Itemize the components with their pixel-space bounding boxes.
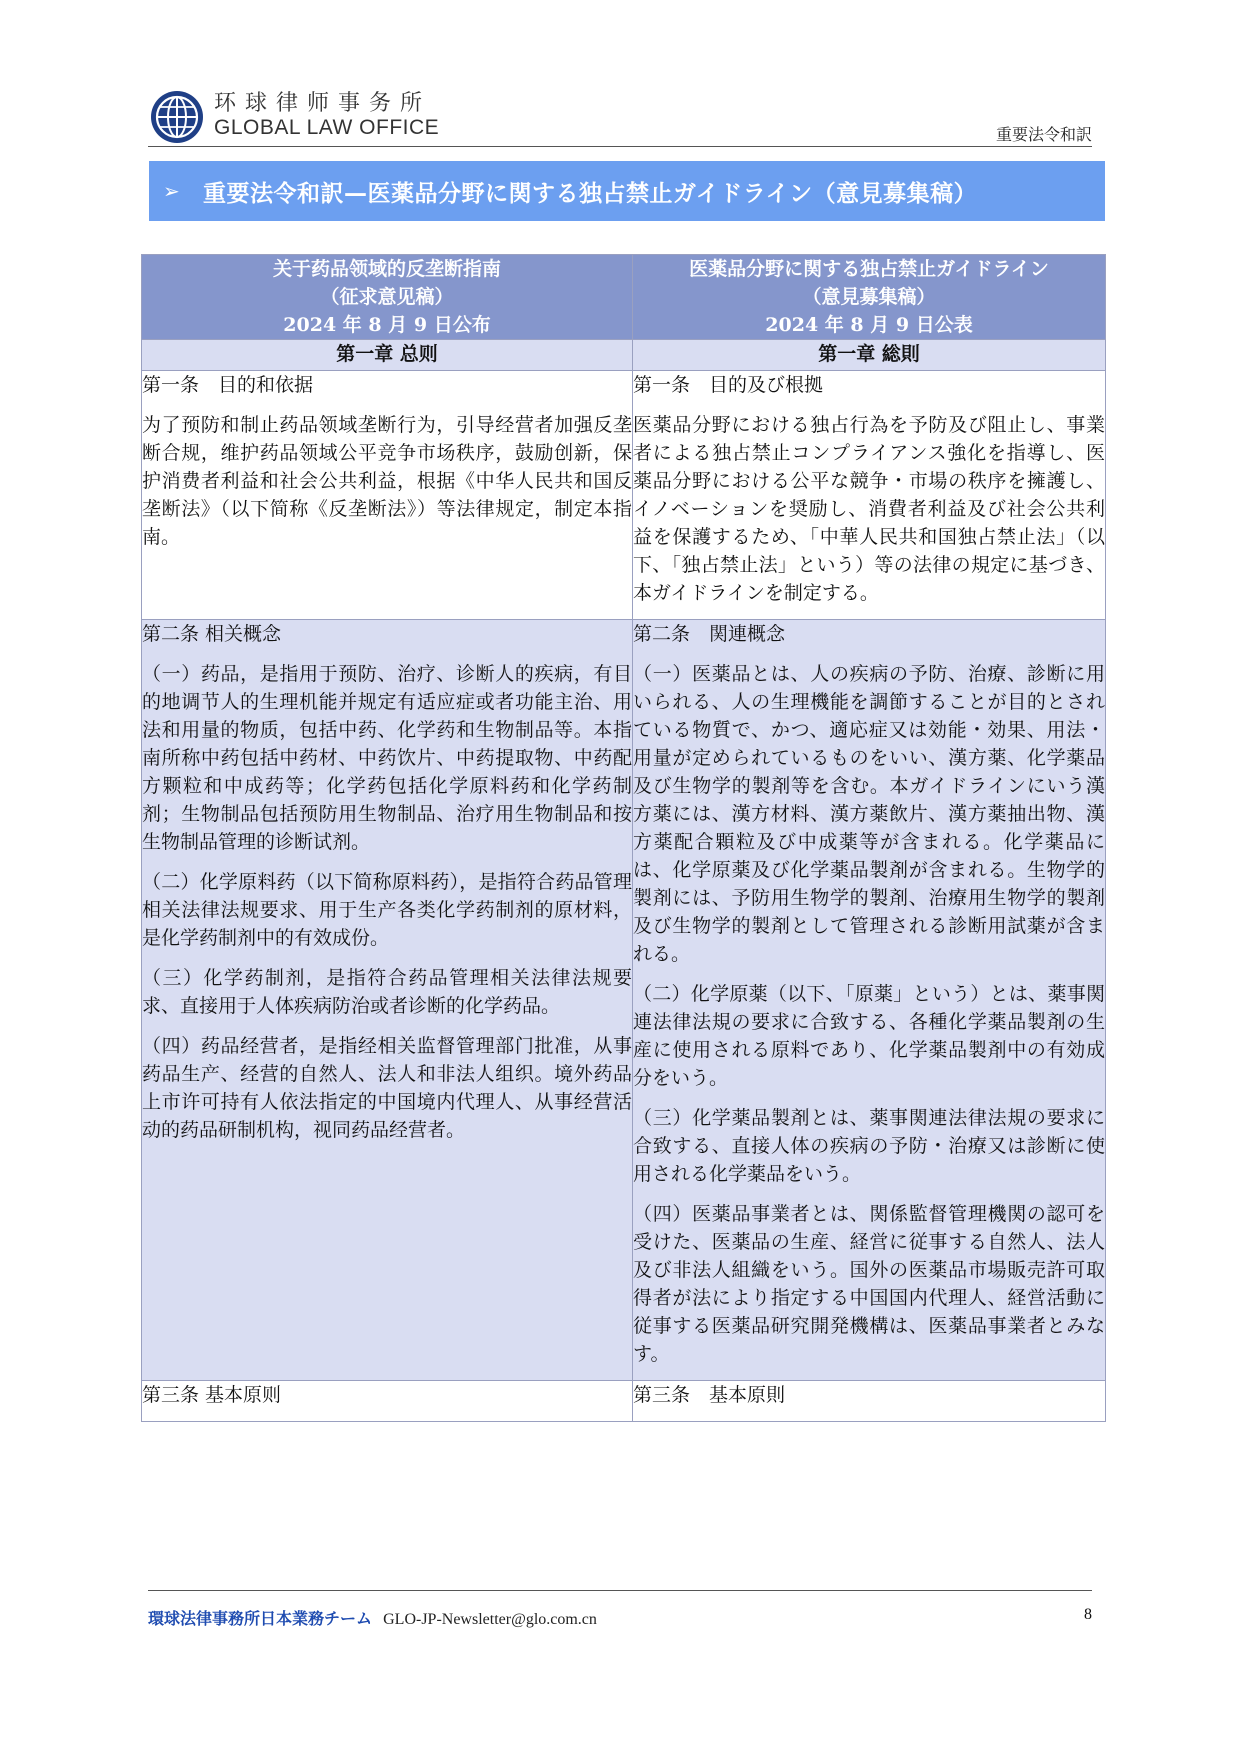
definition-item: （一）医薬品とは、人の疾病の予防、治療、診断に用いられる、人の生理機能を調節することが目的とされている物質で、かつ、適応症又は効能・効果、用法・用量が定められているものをいい、漢方薬、化学薬品及び生物学的製剤等を含む。本ガイドラインにいう漢方薬には、漢方材料、漢方薬飲片、漢方薬抽出物、漢方薬配合顆粒及び中成薬等が含まれる。化学薬品には、化学原薬及び化学薬品製剤が含まれる。生物学的製剤には、予防用生物学的製剤、治療用生物学的製剤及び生物学的製剤として管理される診断用試薬が含まれる。	[633, 663, 1105, 965]
chinese-subtitle: （征求意见稿）	[320, 286, 454, 308]
article-title: 第一条 目的和依据	[142, 374, 314, 396]
definition-item: （三）化学薬品製剤とは、薬事関連法律法規の要求に合致する、直接人体の疾病の予防・治療又は診断に使用される化学薬品をいう。	[633, 1107, 1105, 1185]
arrow-bullet-icon: ➢	[163, 179, 180, 203]
chinese-column-header	[142, 255, 633, 340]
article-1-row	[142, 371, 1106, 620]
japanese-title: 医薬品分野に関する独占禁止ガイドライン	[689, 258, 1049, 280]
banner-title: 重要法令和訳—医薬品分野に関する独占禁止ガイドライン（意見募集稿）	[203, 180, 978, 207]
firm-name-chinese: 环球律师事务所	[214, 91, 432, 116]
article-2-japanese	[633, 620, 1106, 1381]
article-paragraph: 医薬品分野における独占行為を予防及び阻止し、事業者による独占禁止コンプライアンス強化を指導し、医薬品分野における公平な競争・市場の秩序を擁護し、イノベーションを奨励し、消費者利益及び社会公共利益を保護するため、「中華人民共和国独占禁止法」（以下、「独占禁止法」という）等の法律の規定に基づき、本ガイドラインを制定する。	[633, 414, 1105, 604]
article-title: 第三条 基本原则	[142, 1384, 282, 1406]
article-1-chinese	[142, 371, 633, 620]
footer-contact	[148, 1606, 597, 1629]
article-title: 第二条 相关概念	[142, 623, 282, 645]
definition-item: （一）药品，是指用于预防、治疗、诊断人的疾病，有目的地调节人的生理机能并规定有适应症或者功能主治、用法和用量的物质，包括中药、化学药和生物制品等。本指南所称中药包括中药材、中药饮片、中药提取物、中药配方颗粒和中成药等；化学药包括化学原料药和化学药制剂；生物制品包括预防用生物制品、治疗用生物制品和按生物制品管理的诊断试剂。	[142, 663, 632, 853]
footer-email: GLO-JP-Newsletter@glo.com.cn	[383, 1611, 597, 1628]
definition-item: （三）化学药制剂，是指符合药品管理相关法律法规要求、直接用于人体疾病防治或者诊断的化学药品。	[142, 967, 632, 1017]
article-title: 第二条 関連概念	[633, 623, 786, 645]
chapter-row	[142, 340, 1106, 371]
globe-icon	[148, 88, 206, 146]
table-header-row	[142, 255, 1106, 340]
chapter-heading-chinese: 第一章 总则	[142, 340, 633, 371]
title-banner	[149, 161, 1105, 221]
chapter-heading-japanese: 第一章 総則	[633, 340, 1106, 371]
footer-divider	[148, 1590, 1092, 1591]
chinese-date: 2024 年 8 月 9 日公布	[283, 314, 491, 336]
header-divider	[148, 146, 1092, 147]
firm-name-english: GLOBAL LAW OFFICE	[214, 116, 440, 139]
article-3-row	[142, 1381, 1106, 1422]
article-paragraph: 为了预防和制止药品领域垄断行为，引导经营者加强反垄断合规，维护药品领域公平竞争市场秩序，鼓励创新，保护消费者利益和社会公共利益，根据《中华人民共和国反垄断法》（以下简称《反垄断法》）等法律规定，制定本指南。	[142, 414, 632, 548]
article-2-chinese	[142, 620, 633, 1381]
article-title: 第三条 基本原則	[633, 1384, 786, 1406]
japanese-column-header	[633, 255, 1106, 340]
page-number: 8	[1084, 1606, 1092, 1623]
definition-item: （四）药品经营者，是指经相关监督管理部门批准，从事药品生产、经营的自然人、法人和非法人组织。境外药品上市许可持有人依法指定的中国境内代理人、从事经营活动的药品研制机构，视同药品经营者。	[142, 1035, 632, 1141]
article-2-row	[142, 620, 1106, 1381]
japanese-subtitle: （意見募集稿）	[802, 286, 936, 308]
definition-item: （二）化学原料药（以下简称原料药），是指符合药品管理相关法律法规要求、用于生产各类化学药制剂的原材料，是化学药制剂中的有效成份。	[142, 871, 632, 949]
article-3-chinese	[142, 1381, 633, 1422]
chinese-title: 关于药品领域的反垄断指南	[272, 258, 501, 280]
comparison-table	[141, 254, 1106, 1422]
japanese-date: 2024 年 8 月 9 日公表	[765, 314, 973, 336]
definition-item: （二）化学原薬（以下、「原薬」という）とは、薬事関連法律法規の要求に合致する、各種化学薬品製剤の生産に使用される原料であり、化学薬品製剤中の有効成分をいう。	[633, 983, 1105, 1089]
page-header	[148, 82, 1092, 144]
footer-team-name: 環球法律事務所日本業務チーム	[148, 1609, 373, 1628]
article-1-japanese	[633, 371, 1106, 620]
section-label: 重要法令和訳	[995, 125, 1092, 144]
article-3-japanese	[633, 1381, 1106, 1422]
definition-item: （四）医薬品事業者とは、関係監督管理機関の認可を受けた、医薬品の生産、経営に従事する自然人、法人及び非法人組織をいう。国外の医薬品市場販売許可取得者が法により指定する中国国内代理人、経営活動に従事する医薬品研究開発機構は、医薬品事業者とみなす。	[633, 1203, 1105, 1365]
article-title: 第一条 目的及び根拠	[633, 374, 824, 396]
